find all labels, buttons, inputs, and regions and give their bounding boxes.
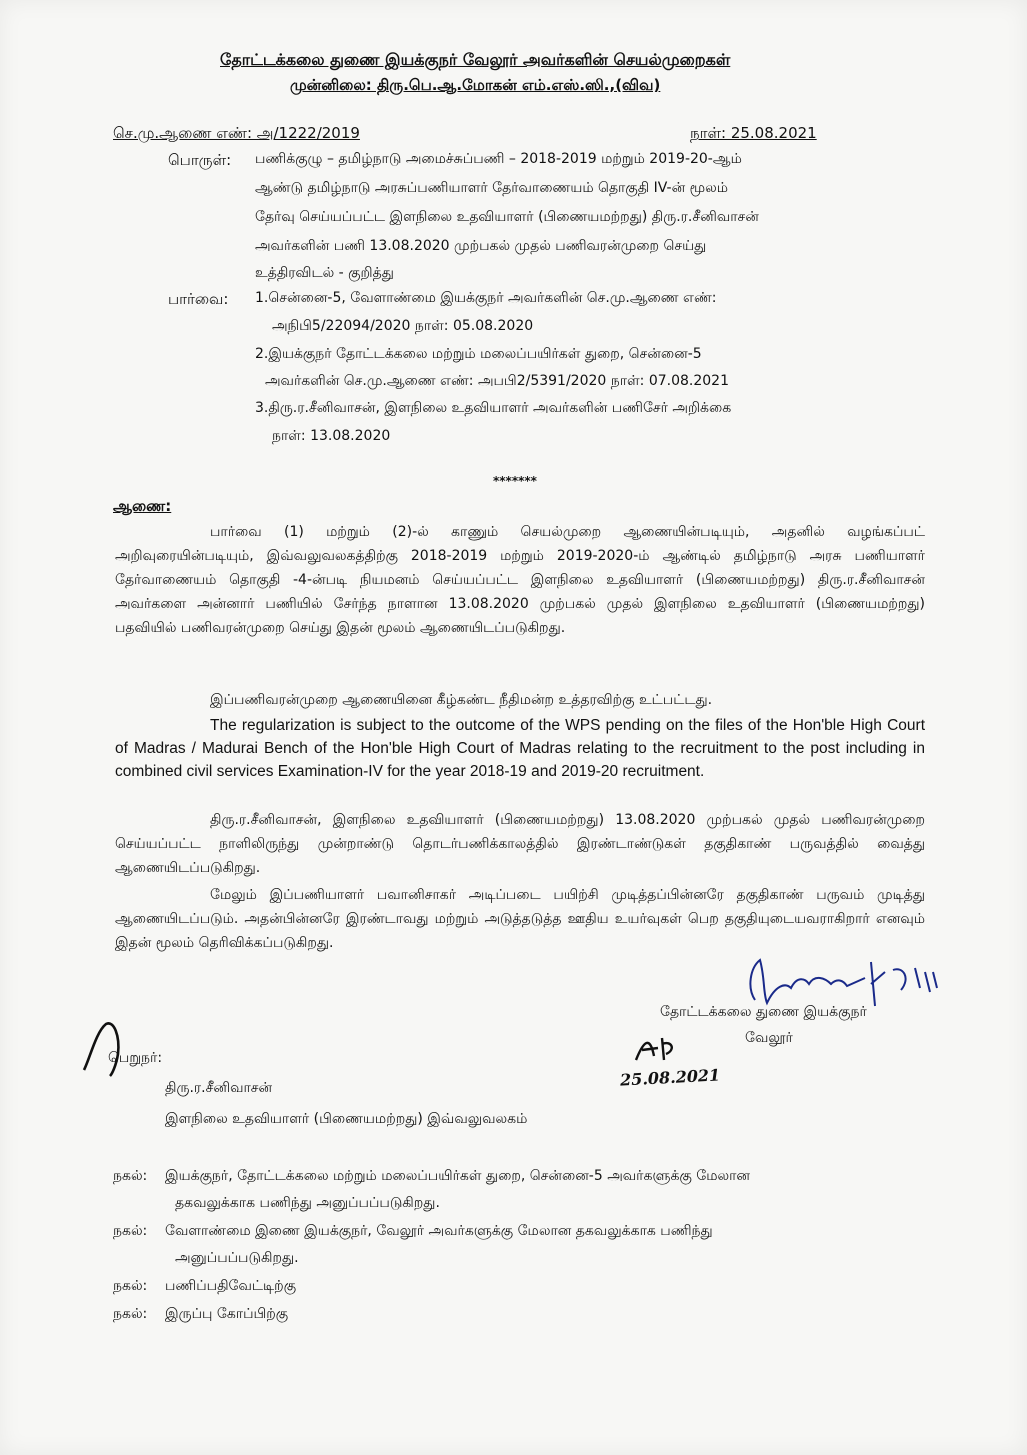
signatory-place: வேலூர் (745, 1030, 793, 1046)
recipient-mark (80, 1018, 130, 1078)
order-date: நாள்: 25.08.2021 (690, 124, 817, 142)
copy-line: தகவலுக்காக பணிந்து அனுப்பப்படுகிறது. (175, 1195, 440, 1211)
office-title: தோட்டக்கலை துணை இயக்குநர் வேலூர் அவர்களின் செயல்முறைகள் (220, 50, 731, 69)
reference-item: 1.சென்னை-5, வேளாண்மை இயக்குநர் அவர்களின் செ.மு.ஆணை எண்: (255, 290, 717, 306)
subject-label: பொருள்: (168, 151, 232, 169)
copy-label: நகல்: (113, 1278, 148, 1294)
subject-line: உத்திரவிடல் - குறித்து (255, 265, 394, 281)
order-label: ஆணை: (113, 497, 172, 515)
separator: ******* (493, 474, 537, 488)
handwritten-date: 25.08.2021 (619, 1065, 721, 1090)
subject-line: தேர்வு செய்யப்பட்ட இளநிலை உதவியாளர் (பிணையமற்றது) திரு.ர.சீனிவாசன் (255, 209, 759, 225)
reference-item: 2.இயக்குநர் தோட்டக்கலை மற்றும் மலைப்பயிர்கள் துறை, சென்னை-5 (255, 346, 702, 362)
order-paragraph-4: திரு.ர.சீனிவாசன், இளநிலை உதவியாளர் (பிணையமற்றது) 13.08.2020 முற்பகல் முதல் பணிவரன்முறை செய்யப்பட்ட நாளிலிருந்து முன்றாண்டு தொடர்பணிக்காலத்தில் இரண்டாண்டுகள் தகுதிகாண் பருவத்தில் வைத்து ஆணையிடப்படுகிறது. (115, 812, 925, 876)
reference-item: 3.திரு.ர.சீனிவாசன், இளநிலை உதவியாளர் அவர்களின் பணிசேர் அறிக்கை (255, 400, 732, 416)
reference-item: அவர்களின் செ.மு.ஆணை எண்: அபபி2/5391/2020 நாள்: 07.08.2021 (265, 373, 729, 389)
order-paragraph-3: The regularization is subject to the outcome of the WPS pending on the files of the Hon'ble High Court of Madras / Madurai Bench of the Hon'ble High Court of Madras relating to the recruitment to the post including in combined civil services Examination-IV for the year 2018-19 and 2019-20 recruitment. (115, 717, 925, 780)
recipient-name: திரு.ர.சீனிவாசன் (165, 1080, 273, 1096)
reference-item: அநிபி5/22094/2020 நாள்: 05.08.2020 (272, 318, 534, 334)
order-paragraph-1: பார்வை (1) மற்றும் (2)-ல் காணும் செயல்முறை ஆணையின்படியும், அதனில் வழங்கப்பட் அறிவுரையின்படியும், இவ்வலுவலகத்திற்கு 2018-2019 மற்றும் 2019-2020-ம் ஆண்டில் தமிழ்நாடு அரசு பணியாளர் தேர்வாணையம் தொகுதி -4-ன்படி நியமனம் செய்யப்பட்ட இளநிலை உதவியாளர் (பிணையமற்றது) திரு.ர.சீனிவாசன் அவர்களை அன்னார் பணியில் சேர்ந்த நாளான 13.08.2020 முற்பகல் முதல் இளநிலை உதவியாளர் (பிணையமற்றது) பதவியில் பணிவரன்முறை செய்து இதன் மூலம் ஆணையிடப்படுகிறது. (115, 524, 925, 636)
copy-label: நகல்: (113, 1306, 148, 1322)
recipient-role: இளநிலை உதவியாளர் (பிணையமற்றது) இவ்வலுவலகம் (165, 1111, 528, 1127)
reference-item: நாள்: 13.08.2020 (272, 428, 391, 444)
copy-line: பணிப்பதிவேட்டிற்கு (165, 1278, 297, 1294)
order-paragraph-5: மேலும் இப்பணியாளர் பவானிசாகர் அடிப்படை பயிற்சி முடித்தப்பின்னரே தகுதிகாண் பருவம் முடித்து ஆணையிடப்படும். அதன்பின்னரே இரண்டாவது மற்றும் அடுத்தடுத்த ஊதிய உயர்வுகள் பெற தகுதியுடையவராகிறார் எனவும் இதன் மூலம் தெரிவிக்கப்படுகிறது. (115, 887, 925, 951)
subject-line: அவர்களின் பணி 13.08.2020 முற்பகல் முதல் பணிவரன்முறை செய்து (255, 238, 707, 254)
subject-line: ஆண்டு தமிழ்நாடு அரசுப்பணியாளர் தேர்வாணையம் தொகுதி IV-ன் மூலம் (255, 180, 729, 196)
copy-line: இயக்குநர், தோட்டக்கலை மற்றும் மலைப்பயிர்கள் துறை, சென்னை-5 அவர்களுக்கு மேலான (165, 1168, 750, 1184)
recipient-label: பெறுநர்: (108, 1050, 163, 1066)
signatory-designation: தோட்டக்கலை துணை இயக்குநர் (660, 1004, 867, 1020)
order-paragraph-2: இப்பணிவரன்முறை ஆணையினை கீழ்கண்ட நீதிமன்ற உத்தரவிற்கு உட்பட்டது. (210, 692, 713, 708)
presence-line: முன்னிலை: திரு.பெ.ஆ.மோகன் எம்.எஸ்.ஸி.,(விவ) (290, 76, 661, 94)
subject-line: பணிக்குழு – தமிழ்நாடு அமைச்சுப்பணி – 2018-2019 மற்றும் 2019-20-ஆம் (255, 151, 742, 167)
copy-line: இருப்பு கோப்பிற்கு (165, 1306, 289, 1322)
initial-scribble (628, 1030, 683, 1066)
order-number: செ.மு.ஆணை எண்: அ/1222/2019 (113, 124, 360, 142)
references-label: பார்வை: (168, 290, 229, 308)
copy-label: நகல்: (113, 1223, 148, 1239)
copy-label: நகல்: (113, 1168, 148, 1184)
copy-line: அனுப்பப்படுகிறது. (175, 1250, 299, 1266)
copy-line: வேளாண்மை இணை இயக்குநர், வேலூர் அவர்களுக்கு மேலான தகவலுக்காக பணிந்து (165, 1223, 713, 1239)
